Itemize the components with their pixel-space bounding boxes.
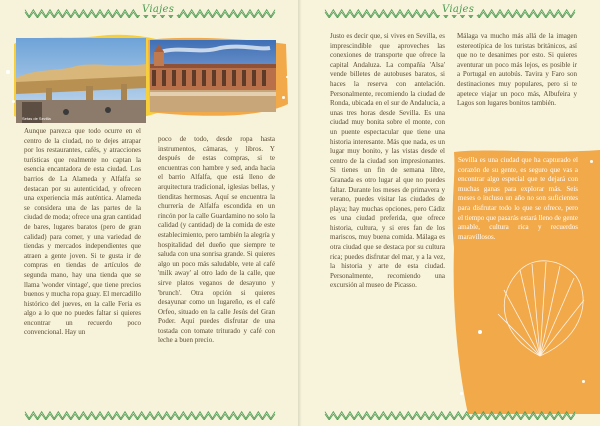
decorative-dot (582, 380, 585, 383)
bottom-zigzag-border-right (300, 410, 600, 420)
right-text-column-2 (457, 32, 577, 109)
right-page (300, 0, 600, 426)
plaza-de-espana-photo (150, 40, 276, 112)
highlight-paragraph: Sevilla es una ciudad que ha capturado el corazón de su gente, es seguro que vas a encontrar algo especial que te dejará con muchas ganas para explorar más. Seis meses o incluso un año no son suficientes para disfrutar todo lo que se ofrece, pero el tiempo que pasarás estará lleno de gente amable, cultura rica y recuerdos maravillosos. (458, 156, 578, 241)
paragraph: Aunque parezca que todo ocurre en el centro de la ciudad, no te dejes atrapar por los restaurantes, cafés, y atracciones turísticas que realmente no captan la esencia encantadora de esta ciudad. Los barrios de La Alameda y Alfalfa se destacan por su autenticidad, y ofrecen una experiencia más auténtica. Alameda se considera una de las partes de la ciudad de moda; ofrece una gran cantidad de bares, lugares baratos (pero de gran calidad) para comer, y una variedad de tiendas y mercados independientes que atraen a gente joven. Si te gusta ir de compras en tiendas de artículos de segunda mano, hay una tienda que se llama 'wonder vintage', que tiene precios buenos y mucha ropa guay. El mercadillo histórico del jueves, en la calle Feria es algo a lo que no puedes faltar si quieres encontrar un recuerdo poco convencional. Hay un (24, 127, 142, 337)
decorative-dot (12, 100, 15, 103)
decorative-dot (590, 160, 593, 163)
decorative-dot (478, 330, 482, 334)
paragraph: Justo es decir que, si vives en Sevilla, es imprescindible que aproveches las conexiones de transporte que ofrece la capital Andaluza. La compañía 'Alsa' vende billetes de autobuses baratos, si haces la reserva con antelación. Personalmente, recomiendo la ciudad de Ronda, ubicada en el sur de Andalucía, a unas tres horas desde Sevilla. Es una ciudad muy bonita sobre el monte, con un puente espectacular que tiene una historia interesante. Más que nada, es un lugar muy bonito, y las vistas desde el centro de la ciudad son impresionantes. Si tienes un fin de semana libre, Granada es otro lugar al que no puedes faltar. Durante los meses de primavera y verano, puedes visitar las ciudades de playa; hay muchas opciones, pero Cádiz es una ciudad preferida, que ofrece historia, cultura, y si eres fan de los mariscos, muy buena comida. Málaga es otra ciudad que se destaca por su cultura rica; puedes disfrutar del mar, y a la vez, la historia y arte de esta ciudad. Personalmente, recomiendo una excursión al museo de Picasso. (330, 32, 445, 290)
bottom-zigzag-border-left (0, 410, 300, 420)
photo-caption: Setas de Sevilla (22, 116, 51, 121)
decorative-dot (286, 76, 288, 78)
highlight-text (458, 156, 578, 242)
setas-de-sevilla-photo (16, 38, 146, 123)
paragraph: Málaga va mucho más allá de la imagen estereotípica de los turistas británicos, así que no te desanimes por esto. Si quieres aventurar un poco más lejos, es posible ir a Portugal en autobús. Tavira y Faro son destinaciones muy populares, pero si te apetece viajar un poco más, Albufeira y Lagos son lugares bonitos también. (457, 32, 577, 108)
decorative-dot (6, 70, 10, 74)
decorative-dot (282, 96, 285, 99)
section-title-left: Viajes (138, 4, 178, 15)
left-text-column-2 (158, 135, 275, 346)
seashell-illustration (490, 256, 590, 366)
decorative-dot (460, 392, 463, 395)
book-spine-shadow (298, 0, 302, 426)
left-text-column-1 (24, 127, 141, 338)
paragraph: poco de todo, desde ropa hasta instrumentos, cámaras, y libros. Y después de estas compras, si te encuentras con hambre y sed, anda hacia el barrio Alfalfa, que está lleno de arquitectura tradicional, iglesias bellas, y tienditas hermosas. Aquí se encuentra la churrería de Alfalfa escondida en un rincón por la calle Guardamino no solo la calidad (y cantidad) de la comida de este establecimiento, pero también la alegría y hospitalidad del dueño que siempre te saluda con una sonrisa grande. Si quieres algo un poco más saludable, vete al café 'milk away' al otro lado de la calle, que sirve platos veganos de desayuno y 'brunch'. Otra opción si quieres desayunar como un lugareño, es el café Orfeo, situado en la calle Jesús del Gran Poder. Aquí puedes disfrutar de una tostada con tomate triturado y café con leche a buen precio. (158, 135, 276, 345)
right-text-column-1 (330, 32, 445, 291)
section-title-right: Viajes (438, 4, 478, 15)
